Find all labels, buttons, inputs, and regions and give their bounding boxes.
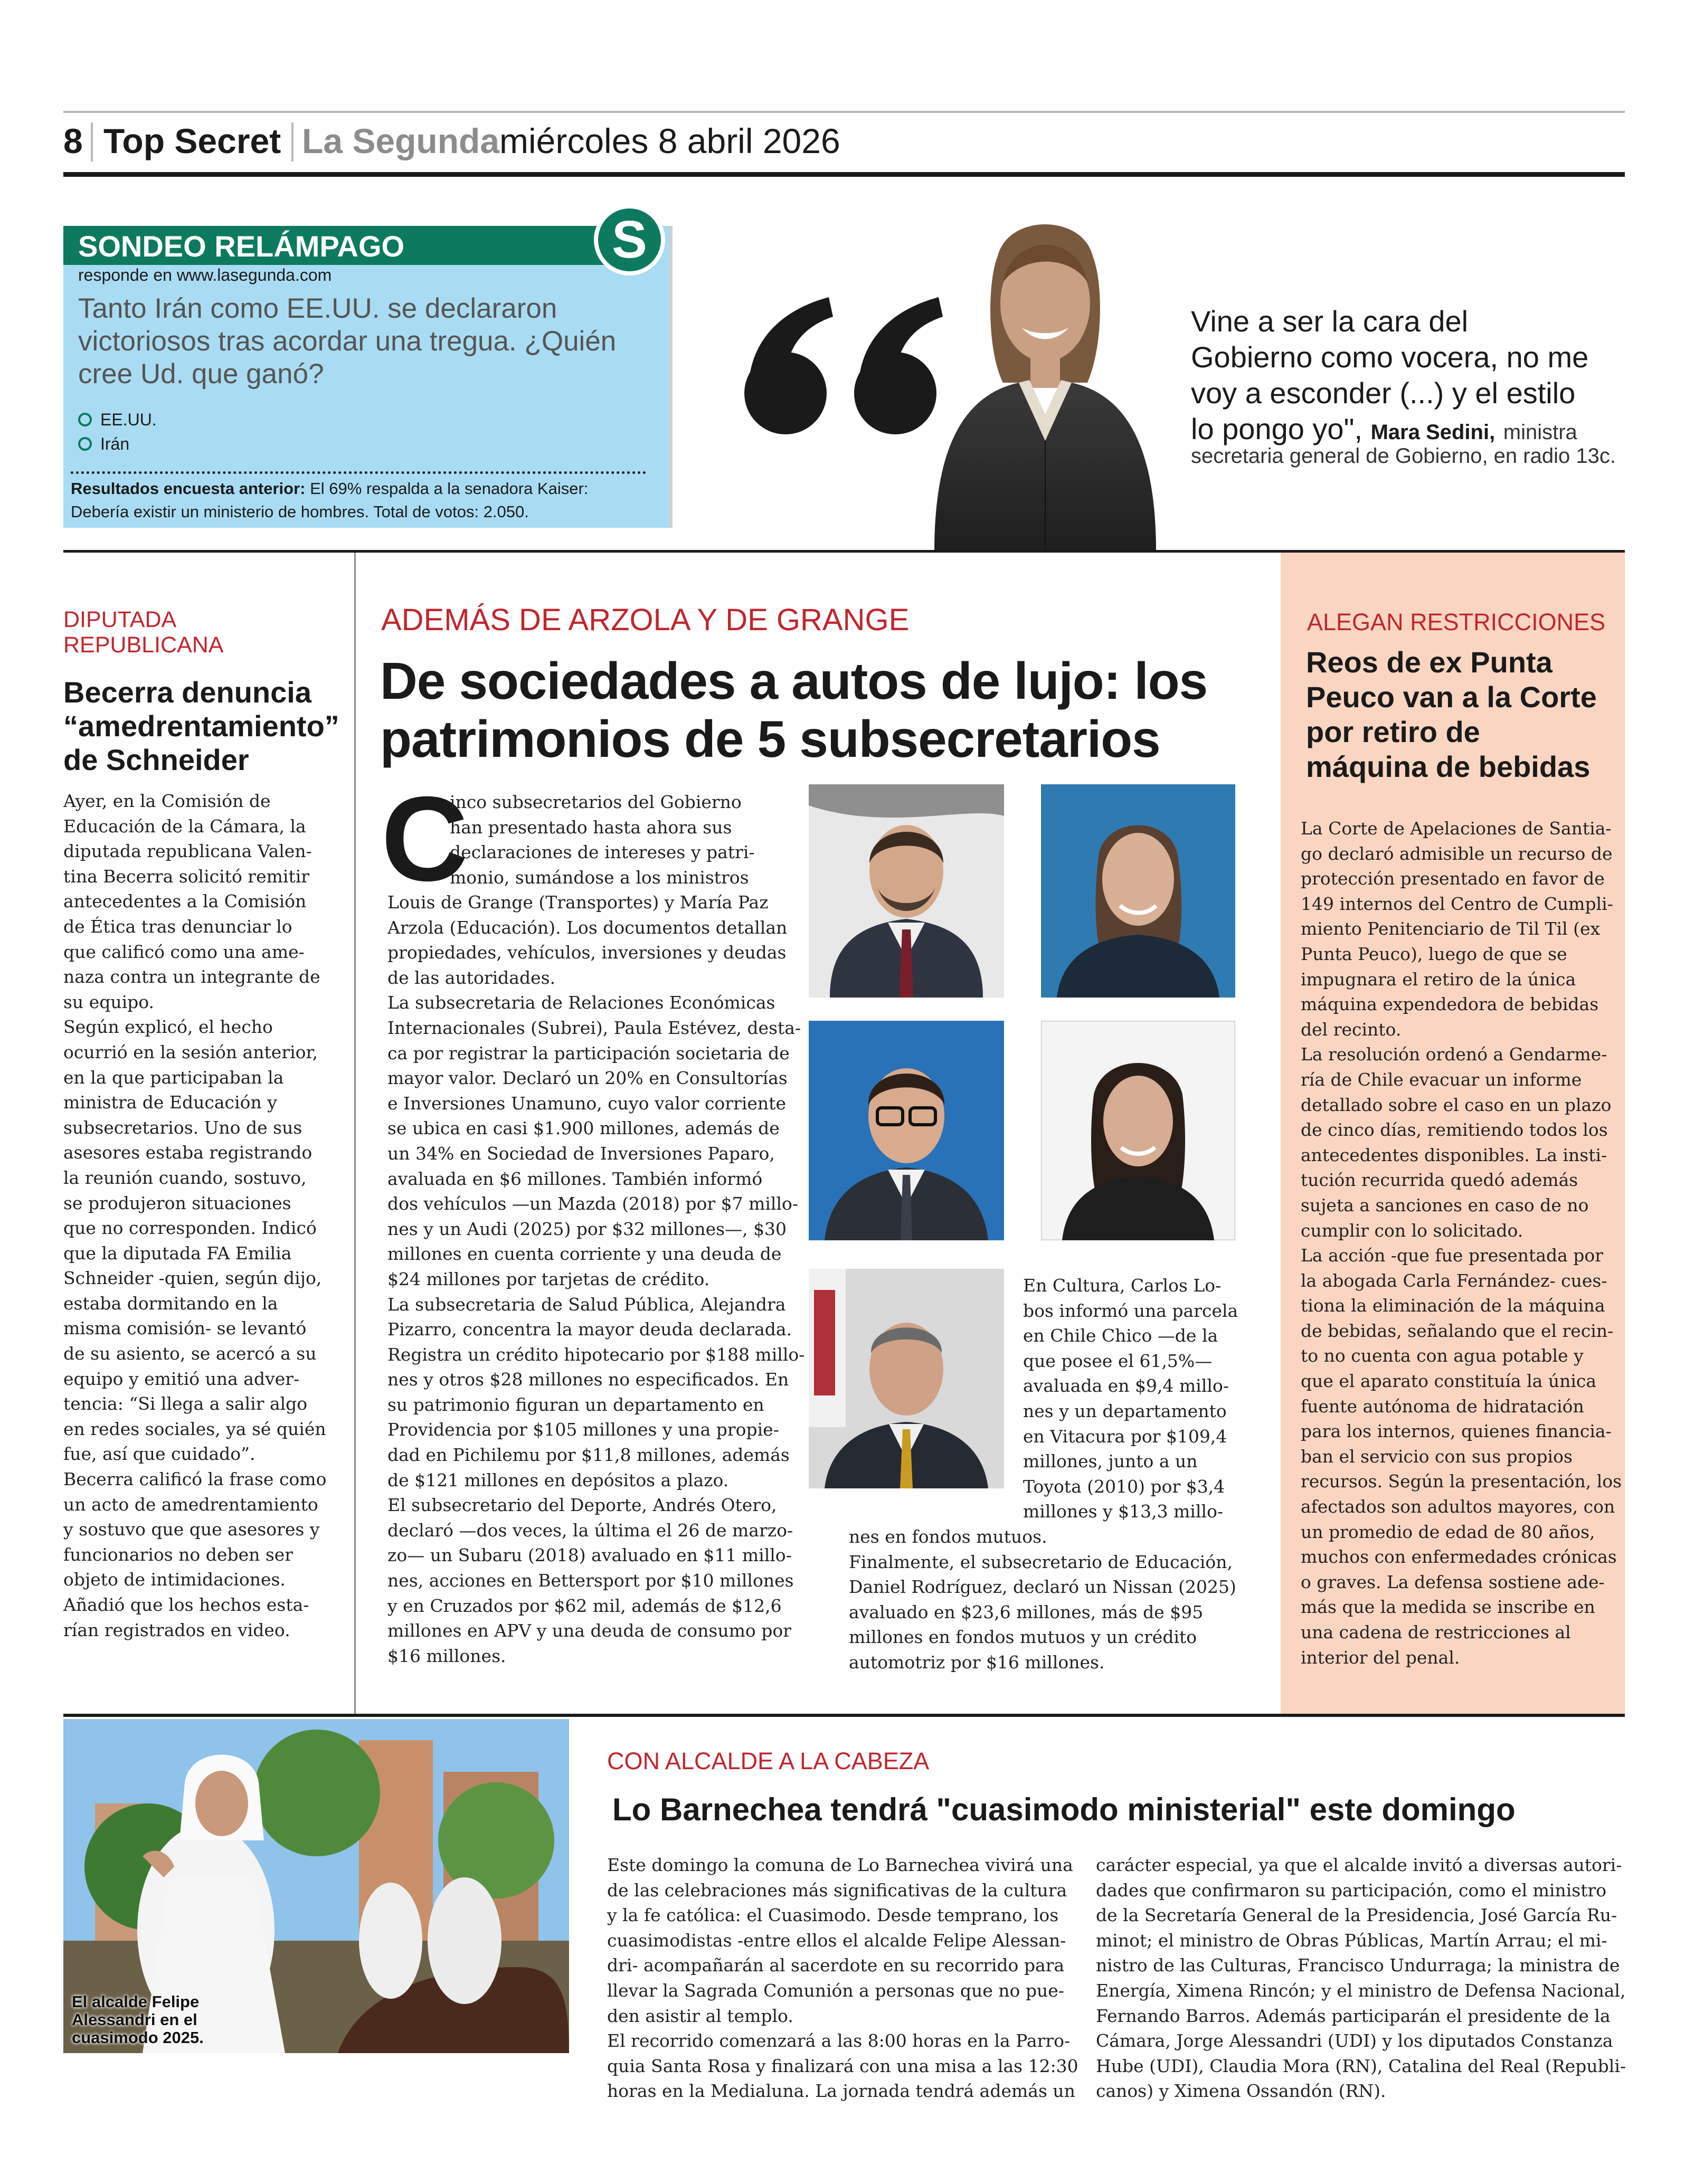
quote-line: voy a esconder (...) y el estilo bbox=[1191, 376, 1576, 410]
quote-line: Vine a ser la cara del bbox=[1191, 305, 1469, 338]
photo-caption bbox=[72, 1993, 204, 2047]
left-story-body bbox=[63, 789, 343, 1642]
body-line: Internacionales (Subrei), Paula Estévez, desta- bbox=[387, 1017, 801, 1038]
body-line: de su asiento, se acercó a su bbox=[63, 1343, 317, 1364]
body-line: estaba dormitando en la bbox=[63, 1293, 278, 1314]
body-line: impugnara el retiro de la única bbox=[1301, 968, 1576, 990]
body-line: Pizarro, concentra la mayor deuda declarada. bbox=[387, 1319, 792, 1340]
body-line: Louis de Grange (Transportes) y María Paz bbox=[387, 892, 769, 913]
body-line: monio, sumándose a los ministros bbox=[450, 867, 749, 888]
left-story-kicker bbox=[63, 607, 223, 658]
body-line: nes, acciones en Bettersport por $10 millones bbox=[387, 1570, 794, 1591]
subsecretary-portrait-1 bbox=[809, 784, 1004, 998]
body-line: canos) y Ximena Ossandón (RN). bbox=[1096, 2081, 1386, 2102]
body-line: dri- acompañarán al sacerdote en su recorrido para bbox=[607, 1955, 1065, 1976]
body-line: cumplir con lo solicitado. bbox=[1301, 1220, 1523, 1241]
body-line: 149 internos del Centro de Cumpli- bbox=[1301, 893, 1613, 914]
body-line: La resolución ordenó a Gendarme- bbox=[1301, 1044, 1607, 1065]
body-line: equipo y emitió una adver- bbox=[63, 1368, 300, 1389]
body-line: afectados son adultos mayores, con bbox=[1301, 1496, 1615, 1517]
radio-icon[interactable] bbox=[78, 413, 92, 426]
body-line: En Cultura, Carlos Lo- bbox=[1023, 1275, 1222, 1296]
poll-question-line: Tanto Irán como EE.UU. se declararon bbox=[78, 293, 557, 324]
body-line: millones en cuenta corriente y una deuda de bbox=[387, 1243, 782, 1265]
body-line: minot; el ministro de Obras Públicas, Martín Arrau; el mi- bbox=[1096, 1930, 1607, 1951]
poll-question bbox=[78, 292, 616, 391]
body-line: y la fe católica: el Cuasimodo. Desde temprano, los bbox=[607, 1905, 1059, 1926]
body-line: ministra de Educación y bbox=[63, 1092, 277, 1113]
body-line: declaró —dos veces, la última el 26 de marzo- bbox=[387, 1520, 793, 1541]
body-line: detallado sobre el caso en un plazo bbox=[1301, 1094, 1612, 1115]
header-bottom-rule bbox=[63, 172, 1625, 177]
subsecretary-portrait-5 bbox=[809, 1269, 1004, 1488]
body-line: que posee el 61,5%— bbox=[1023, 1350, 1213, 1371]
body-line: Registra un crédito hipotecario por $188 millo- bbox=[387, 1344, 805, 1365]
body-line: e Inversiones Unamuno, cuyo valor corriente bbox=[387, 1093, 786, 1114]
body-line: misma comisión- se levantó bbox=[63, 1318, 307, 1339]
issue-date: miércoles 8 abril 2026 bbox=[499, 121, 840, 160]
body-line: en redes sociales, ya sé quién bbox=[63, 1418, 326, 1439]
subsecretary-portrait-3 bbox=[809, 1021, 1004, 1240]
body-line: nes y un Audi (2025) por $32 millones—, $30 bbox=[387, 1218, 787, 1239]
poll-option-usa[interactable] bbox=[78, 407, 157, 432]
body-line: Arzola (Educación). Los documentos detallan bbox=[387, 917, 788, 938]
body-line: Ayer, en la Comisión de bbox=[63, 791, 271, 811]
body-line: se ubica en casi $1.900 millones, además de bbox=[387, 1118, 780, 1139]
main-story-kicker: ADEMÁS DE ARZOLA Y DE GRANGE bbox=[381, 603, 910, 637]
bottom-story-headline[interactable]: Lo Barnechea tendrá "cuasimodo ministerial" este domingo bbox=[612, 1792, 1516, 1827]
body-line: horas en la Medialuna. La jornada tendrá además un bbox=[607, 2081, 1075, 2102]
body-line: Daniel Rodríguez, declaró un Nissan (2025) bbox=[849, 1577, 1236, 1598]
body-line: automotriz por $16 millones. bbox=[849, 1651, 1105, 1673]
poll-title: SONDEO RELÁMPAGO bbox=[78, 230, 405, 263]
bottom-story-column-1 bbox=[607, 1853, 1078, 2104]
quote-speaker-role: ministra bbox=[1503, 421, 1577, 444]
body-line: antecedentes disponibles. La insti- bbox=[1301, 1144, 1607, 1165]
body-line: carácter especial, ya que el alcalde invitó a diversas autori- bbox=[1096, 1855, 1622, 1875]
body-line: en la que participaban la bbox=[63, 1067, 284, 1088]
body-line: y sostuvo que que asesores y bbox=[63, 1519, 320, 1540]
body-line: de cinco días, remitiendo todos los bbox=[1301, 1119, 1608, 1141]
column-divider bbox=[354, 553, 356, 1714]
body-line: o graves. La defensa sostiene ade- bbox=[1301, 1571, 1605, 1592]
body-line: El recorrido comenzará a las 8:00 horas en la Parro- bbox=[607, 2030, 1071, 2052]
quote-line: lo pongo yo", bbox=[1191, 412, 1363, 445]
caption-line: cuasimodo 2025. bbox=[72, 2028, 204, 2047]
subsecretary-portrait-2 bbox=[1041, 784, 1235, 998]
body-line: El subsecretario del Deporte, Andrés Otero, bbox=[387, 1495, 777, 1516]
body-line: asesores estaba registrando bbox=[63, 1142, 313, 1163]
body-line: Becerra calificó la frase como bbox=[63, 1469, 327, 1490]
body-line: llevar la Sagrada Comunión a personas que no pue- bbox=[607, 1980, 1064, 2001]
headline-line: De sociedades a autos de lujo: los bbox=[380, 652, 1208, 710]
section-name: Top Secret bbox=[103, 121, 281, 160]
body-line: nistro de las Culturas, Francisco Undurraga; la ministra de bbox=[1096, 1955, 1620, 1976]
body-line: antecedentes a la Comisión bbox=[63, 891, 307, 912]
poll-box-shadow bbox=[669, 226, 673, 528]
main-story-column-1 bbox=[387, 890, 804, 1668]
poll-options bbox=[78, 407, 157, 456]
body-line: bos informó una parcela bbox=[1023, 1300, 1238, 1321]
quote-text bbox=[1191, 303, 1588, 450]
body-line: avaluado en $23,6 millones, más de $95 bbox=[849, 1601, 1204, 1622]
caption-line: Alessandri en el bbox=[72, 2010, 197, 2029]
body-line: nes y un departamento bbox=[1023, 1400, 1227, 1421]
headline-line: máquina de bebidas bbox=[1306, 750, 1591, 783]
body-line: Finalmente, el subsecretario de Educación, bbox=[849, 1551, 1233, 1572]
body-line: que no corresponden. Indicó bbox=[63, 1218, 317, 1239]
body-line: de bebidas, señalando que el recin- bbox=[1301, 1320, 1614, 1341]
body-line: se produjeron situaciones bbox=[63, 1192, 291, 1213]
body-line: den asistir al templo. bbox=[607, 2005, 793, 2026]
right-story-body bbox=[1301, 816, 1622, 1670]
body-line: y en Cruzados por $62 mil, además de $12,6 bbox=[387, 1595, 782, 1616]
body-line: naza contra un integrante de bbox=[63, 966, 320, 987]
body-line: tina Becerra solicitó remitir bbox=[63, 866, 310, 887]
body-line: Añadió que los hechos esta- bbox=[63, 1594, 309, 1615]
body-line: que calificó como una ame- bbox=[63, 941, 305, 962]
body-line: $24 millones por tarjetas de crédito. bbox=[387, 1268, 710, 1289]
body-line: sujeta a sanciones en caso de no bbox=[1301, 1194, 1589, 1216]
body-line: ca por registrar la participación societaria de bbox=[387, 1042, 790, 1063]
body-line: su equipo. bbox=[63, 991, 155, 1012]
body-line: para los internos, quienes financia- bbox=[1301, 1421, 1612, 1442]
body-line: dades que confirmaron su participación, como el ministro bbox=[1096, 1879, 1607, 1901]
quote-speaker-role: secretaria general de Gobierno, en radio 13c. bbox=[1191, 444, 1616, 468]
body-line: La Corte de Apelaciones de Santia- bbox=[1301, 818, 1612, 839]
body-line: zo— un Subaru (2018) avaluado en $11 millo- bbox=[387, 1545, 792, 1566]
poll-option-label: EE.UU. bbox=[100, 410, 157, 429]
body-line: subsecretarios. Uno de sus bbox=[63, 1117, 302, 1138]
body-line: ocurrió en la sesión anterior, bbox=[63, 1041, 318, 1062]
subsecretary-portrait-4 bbox=[1041, 1021, 1235, 1240]
body-line: Educación de la Cámara, la bbox=[63, 815, 306, 837]
poll-option-label: Irán bbox=[100, 434, 130, 453]
body-line: recursos. Según la presentación, los bbox=[1301, 1471, 1622, 1492]
main-story-dropcap: C bbox=[381, 772, 468, 906]
main-story-headline[interactable] bbox=[380, 652, 1207, 768]
headline-line: por retiro de bbox=[1306, 715, 1480, 748]
poll-respond-line[interactable]: responde en www.lasegunda.com bbox=[78, 265, 332, 284]
body-line: declaraciones de intereses y patri- bbox=[450, 842, 755, 863]
kicker-line: DIPUTADA bbox=[63, 607, 177, 632]
header-top-rule bbox=[63, 111, 1625, 113]
header-divider bbox=[91, 122, 93, 162]
body-line: La subsecretaria de Relaciones Económicas bbox=[387, 992, 775, 1013]
body-line: dad en Pichilemu por $11,8 millones, además bbox=[387, 1445, 790, 1466]
body-line: miento Penitenciario de Til Til (ex bbox=[1301, 918, 1601, 939]
body-line: La acción -que fue presentada por bbox=[1301, 1245, 1604, 1266]
headline-line: de Schneider bbox=[63, 743, 249, 776]
poll-previous-label: Resultados encuesta anterior: bbox=[71, 479, 306, 498]
body-line: en Vitacura por $109,4 bbox=[1023, 1426, 1227, 1447]
body-line: propiedades, vehículos, inversiones y deudas bbox=[387, 942, 787, 963]
bottom-story-column-2 bbox=[1096, 1853, 1626, 2104]
left-story-headline[interactable] bbox=[63, 676, 339, 777]
publication-name: La Segunda bbox=[302, 121, 500, 160]
body-line: de las celebraciones más significativas de la cultura bbox=[607, 1879, 1067, 1901]
body-line: inco subsecretarios del Gobierno bbox=[450, 792, 742, 812]
poll-dotted-divider bbox=[71, 471, 646, 474]
body-line: to no cuenta con agua potable y bbox=[1301, 1345, 1584, 1366]
body-line: protección presentado en favor de bbox=[1301, 868, 1605, 889]
headline-line: Becerra denuncia bbox=[63, 676, 311, 709]
body-line: fuente autónoma de hidratación bbox=[1301, 1395, 1584, 1417]
main-story-column-2 bbox=[849, 1524, 1236, 1675]
headline-line: Peuco van a la Corte bbox=[1306, 680, 1597, 714]
body-line: tiona la eliminación de la máquina bbox=[1301, 1295, 1605, 1316]
body-line: objeto de intimidaciones. bbox=[63, 1569, 286, 1590]
radio-icon[interactable] bbox=[78, 437, 92, 451]
body-line: Este domingo la comuna de Lo Barnechea vivirá una bbox=[607, 1855, 1073, 1875]
poll-question-line: cree Ud. que ganó? bbox=[78, 358, 324, 390]
body-line: de las autoridades. bbox=[387, 967, 556, 988]
body-line: cuasimodistas -entre ellos el alcalde Felipe Alessan- bbox=[607, 1930, 1066, 1951]
body-line: tución recurrida quedó además bbox=[1301, 1170, 1578, 1191]
headline-line: “amedrentamiento” bbox=[63, 709, 339, 743]
body-line: avaluada en $6 millones. También informó bbox=[387, 1168, 763, 1189]
poll-question-line: victoriosos tras acordar una tregua. ¿Quién bbox=[78, 326, 617, 357]
body-line: $16 millones. bbox=[387, 1645, 506, 1666]
body-line: Schneider -quien, según dijo, bbox=[63, 1268, 322, 1289]
body-line: del recinto. bbox=[1301, 1019, 1402, 1040]
poll-previous-text: El 69% respalda a la senadora Kaiser: bbox=[310, 479, 589, 498]
body-line: tencia: “Si llega a salir algo bbox=[63, 1393, 308, 1414]
body-line: interior del penal. bbox=[1301, 1647, 1460, 1668]
main-story-column-2-wrap bbox=[1023, 1273, 1238, 1524]
headline-line: patrimonios de 5 subsecretarios bbox=[380, 710, 1160, 768]
body-line: en Chile Chico —de la bbox=[1023, 1325, 1218, 1346]
main-story-intro bbox=[450, 790, 755, 890]
kicker-line: REPUBLICANA bbox=[63, 632, 224, 658]
body-line: Toyota (2010) por $3,4 bbox=[1023, 1476, 1225, 1497]
right-story-headline[interactable] bbox=[1306, 645, 1597, 784]
body-line: fue, así que cuidado”. bbox=[63, 1444, 255, 1465]
body-line: dos vehículos —un Mazda (2018) por $7 millo- bbox=[387, 1193, 799, 1214]
body-line: funcionarios no deben ser bbox=[63, 1544, 294, 1565]
body-line: diputada republicana Valen- bbox=[63, 841, 312, 862]
body-line: Providencia por $105 millones y una propie- bbox=[387, 1419, 779, 1440]
quote-line: Gobierno como vocera, no me bbox=[1191, 340, 1589, 374]
poll-badge: S bbox=[594, 204, 665, 276]
body-line: millones en APV y una deuda de consumo por bbox=[387, 1620, 792, 1641]
body-line: su patrimonio figuran un departamento en bbox=[387, 1394, 764, 1415]
body-line: ban el servicio con sus propios bbox=[1301, 1446, 1573, 1467]
body-line: rían registrados en video. bbox=[63, 1619, 290, 1640]
body-line: millones, junto a un bbox=[1023, 1451, 1198, 1472]
header-divider bbox=[291, 122, 294, 162]
poll-previous-results bbox=[71, 477, 588, 524]
body-line: go declaró admisible un recurso de bbox=[1301, 843, 1613, 864]
body-line: mayor valor. Declaró un 20% en Consultorías bbox=[387, 1068, 788, 1089]
body-line: máquina expendedora de bebidas bbox=[1301, 994, 1599, 1015]
body-line: un acto de amedrentamiento bbox=[63, 1494, 318, 1515]
poll-previous-text: Debería existir un ministerio de hombres. Total de votos: 2.050. bbox=[71, 502, 529, 521]
body-line: la reunión cuando, sostuvo, bbox=[63, 1167, 307, 1188]
body-line: de la Secretaría General de la Presidencia, José García Ru- bbox=[1096, 1905, 1617, 1926]
body-line: que la diputada FA Emilia bbox=[63, 1242, 292, 1264]
poll-option-iran[interactable] bbox=[78, 432, 157, 456]
page-number: 8 bbox=[63, 121, 83, 160]
body-line: la abogada Carla Fernández- cues- bbox=[1301, 1270, 1607, 1291]
body-line: una cadena de restricciones al bbox=[1301, 1622, 1571, 1642]
body-line: un promedio de edad de 80 años, bbox=[1301, 1521, 1595, 1542]
body-line: La subsecretaria de Salud Pública, Alejandra bbox=[387, 1294, 786, 1315]
body-line: Según explicó, el hecho bbox=[63, 1017, 273, 1038]
body-line: que el aparato constituía la única bbox=[1301, 1371, 1597, 1392]
body-line: más que la medida se inscribe en bbox=[1301, 1597, 1595, 1618]
body-line: ría de Chile evacuar un informe bbox=[1301, 1069, 1582, 1090]
section-rule bbox=[63, 1714, 1625, 1717]
body-line: Fernando Barros. Además participarán el presidente de la bbox=[1096, 2005, 1611, 2026]
body-line: Hube (UDI), Claudia Mora (RN), Catalina del Real (Republi- bbox=[1096, 2055, 1626, 2076]
caption-line: El alcalde Felipe bbox=[72, 1992, 200, 2011]
body-line: un 34% en Sociedad de Inversiones Paparo, bbox=[387, 1143, 775, 1164]
body-line: muchos con enfermedades crónicas bbox=[1301, 1546, 1617, 1568]
body-line: Cámara, Jorge Alessandri (UDI) y los diputados Constanza bbox=[1096, 2030, 1613, 2052]
body-line: de Ética tras denunciar lo bbox=[63, 916, 292, 937]
quote-speaker: Mara Sedini, bbox=[1370, 421, 1495, 444]
mara-sedini-photo bbox=[913, 193, 1177, 552]
body-line: quia Santa Rosa y finalizará con una misa a las 12:30 bbox=[607, 2055, 1078, 2076]
body-line: nes y otros $28 millones no especificados. En bbox=[387, 1369, 789, 1390]
right-story-kicker: ALEGAN RESTRICCIONES bbox=[1307, 609, 1606, 635]
body-line: millones y $13,3 millo- bbox=[1023, 1501, 1224, 1522]
body-line: han presentado hasta ahora sus bbox=[450, 816, 732, 838]
headline-line: Reos de ex Punta bbox=[1306, 645, 1553, 679]
body-line: Punta Peuco), luego de que se bbox=[1301, 943, 1567, 964]
body-line: millones en fondos mutuos y un crédito bbox=[849, 1627, 1197, 1648]
body-line: nes en fondos mutuos. bbox=[849, 1526, 1047, 1547]
body-line: Energía, Ximena Rincón; y el ministro de Defensa Nacional, bbox=[1096, 1980, 1626, 2001]
bottom-story-kicker: CON ALCALDE A LA CABEZA bbox=[607, 1748, 930, 1774]
body-line: de $121 millones en depósitos a plazo. bbox=[387, 1469, 729, 1490]
body-line: avaluada en $9,4 millo- bbox=[1023, 1375, 1229, 1397]
